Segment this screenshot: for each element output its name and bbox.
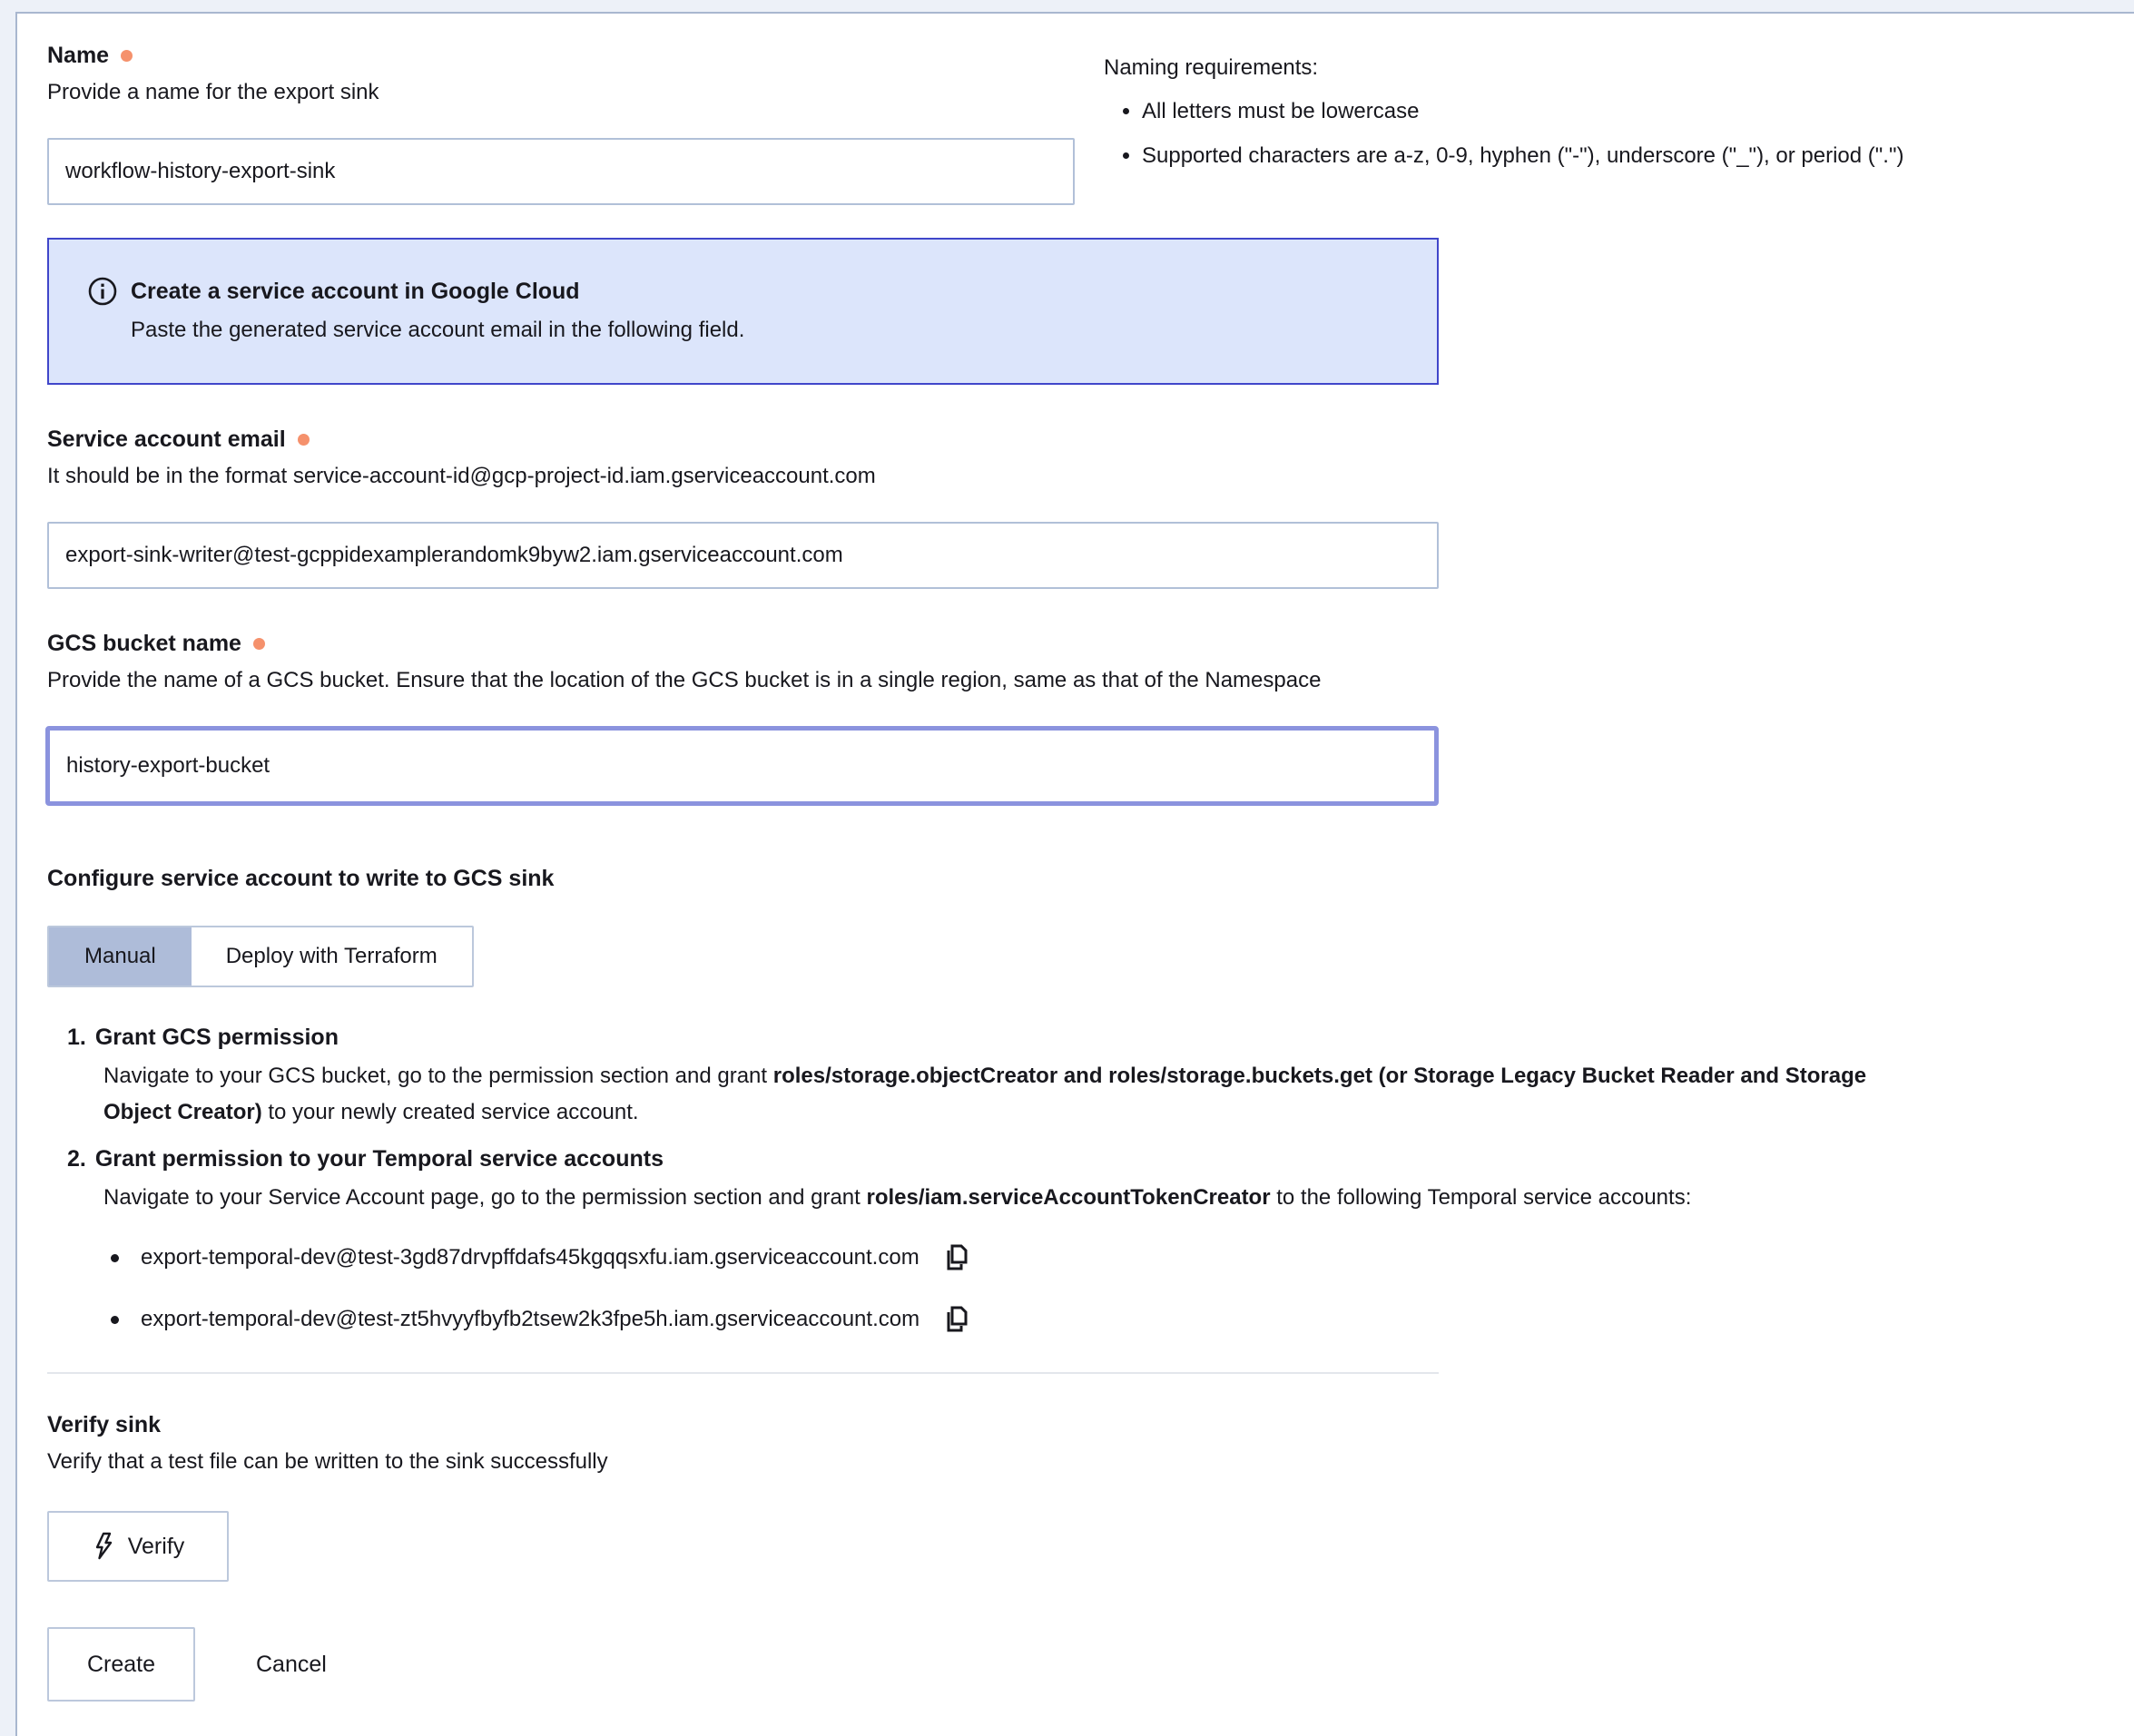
service-account-email-description: It should be in the format service-account-id@gcp-project-id.iam.gserviceaccount.com: [47, 464, 876, 488]
name-label-text: Name: [47, 43, 110, 68]
cancel-button[interactable]: [256, 1627, 327, 1702]
service-account-email-label-text: Service account email: [47, 427, 286, 452]
step-1-body-bold: roles/storage.objectCreator and roles/storage.buckets.get (or Storage Legacy Bucket Reader and Storage Object Creator): [103, 1064, 1867, 1124]
manual-steps: [47, 1022, 2103, 1338]
step-2-body: [103, 1180, 1940, 1216]
export-sink-form-panel: [15, 12, 2134, 1736]
service-account-field-group: [47, 425, 2103, 589]
step-1-title-text: Grant GCS permission: [94, 1025, 339, 1050]
temporal-account-item: [111, 1240, 2103, 1276]
temporal-account-item: [111, 1301, 2103, 1338]
lightning-icon: [92, 1532, 113, 1561]
tab-deploy-with-terraform-label: Deploy with Terraform: [225, 944, 438, 968]
step-2-number: 2.: [67, 1146, 86, 1172]
form-actions: [47, 1627, 2103, 1702]
step-1-title: [67, 1022, 2103, 1053]
required-indicator-icon: [121, 50, 133, 62]
gcs-bucket-name-label: [47, 629, 2103, 658]
name-label: [47, 41, 1075, 70]
info-banner-description: Paste the generated service account email in the following field.: [131, 318, 745, 342]
tab-deploy-with-terraform[interactable]: [192, 927, 472, 986]
step-1-body-suffix: to your newly created service account.: [261, 1100, 639, 1124]
tab-manual[interactable]: [49, 927, 192, 986]
info-banner-title: Create a service account in Google Cloud: [131, 279, 580, 304]
verify-button[interactable]: [47, 1511, 229, 1582]
naming-requirement-item: • Supported characters are a-z, 0-9, hyphen ("-"), underscore ("_"), or period ("."): [1142, 142, 2103, 171]
info-icon: [87, 276, 118, 307]
service-account-email-label: [47, 425, 2103, 454]
temporal-account-email: export-temporal-dev@test-zt5hvyyfbyfb2tsew2k3fpe5h.iam.gserviceaccount.com: [141, 1307, 920, 1331]
verify-sink-title-text: Verify sink: [47, 1412, 162, 1437]
naming-requirements-title: Naming requirements:: [1104, 55, 1319, 80]
verify-section: [47, 1410, 2103, 1582]
tab-manual-label: Manual: [84, 944, 156, 968]
step-2-title: [67, 1143, 2103, 1174]
name-input[interactable]: [47, 138, 1075, 205]
service-account-email-input[interactable]: [47, 522, 1439, 589]
info-banner: [47, 238, 1439, 385]
temporal-accounts-list: [111, 1240, 2103, 1338]
gcs-bucket-input[interactable]: [45, 726, 1439, 806]
temporal-account-email: export-temporal-dev@test-3gd87drvpffdafs45kgqqsxfu.iam.gserviceaccount.com: [141, 1245, 919, 1270]
copy-button[interactable]: [939, 1241, 972, 1275]
bullet-icon: [111, 1316, 119, 1324]
info-banner-title-row: [87, 276, 1399, 307]
copy-button[interactable]: [939, 1302, 972, 1337]
step-2-body-bold: roles/iam.serviceAccountTokenCreator: [866, 1185, 1271, 1210]
copy-icon: [941, 1242, 970, 1273]
gcs-bucket-description: Provide the name of a GCS bucket. Ensure that the location of the GCS bucket is in a single region, same as that of the Namespace: [47, 668, 1322, 692]
gcs-bucket-field-group: [47, 629, 2103, 806]
naming-requirements: [1104, 41, 2103, 205]
verify-sink-title: [47, 1410, 2103, 1439]
gcs-bucket-name-label-text: GCS bucket name: [47, 631, 241, 656]
name-description: Provide a name for the export sink: [47, 80, 379, 104]
required-indicator-icon: [298, 434, 310, 446]
step-1-body-prefix: Navigate to your GCS bucket, go to the permission section and grant: [103, 1064, 773, 1088]
step-1-body: [103, 1058, 1940, 1131]
step-2-title-text: Grant permission to your Temporal service accounts: [94, 1146, 664, 1172]
verify-sink-description: Verify that a test file can be written to the sink successfully: [47, 1449, 608, 1474]
configure-section-title: Configure service account to write to GCS sink: [47, 866, 555, 891]
verify-button-label: Verify: [127, 1533, 185, 1559]
create-button-label: Create: [86, 1651, 156, 1677]
step-1-number: 1.: [67, 1025, 86, 1050]
naming-requirements-list: [1142, 97, 2103, 171]
copy-icon: [941, 1304, 970, 1335]
name-field-group: [47, 41, 1075, 205]
bullet-icon: [111, 1254, 119, 1262]
step-2-body-prefix: Navigate to your Service Account page, go to the permission section and grant: [103, 1185, 867, 1210]
cancel-button-label: Cancel: [256, 1651, 327, 1677]
section-divider: [47, 1372, 1439, 1374]
step-2-body-suffix: to the following Temporal service accounts:: [1270, 1185, 1692, 1210]
configure-tabs: [47, 926, 474, 987]
top-row: [47, 41, 2103, 205]
required-indicator-icon: [253, 638, 265, 650]
naming-requirement-item: • All letters must be lowercase: [1142, 97, 2103, 126]
create-button[interactable]: [47, 1627, 195, 1702]
